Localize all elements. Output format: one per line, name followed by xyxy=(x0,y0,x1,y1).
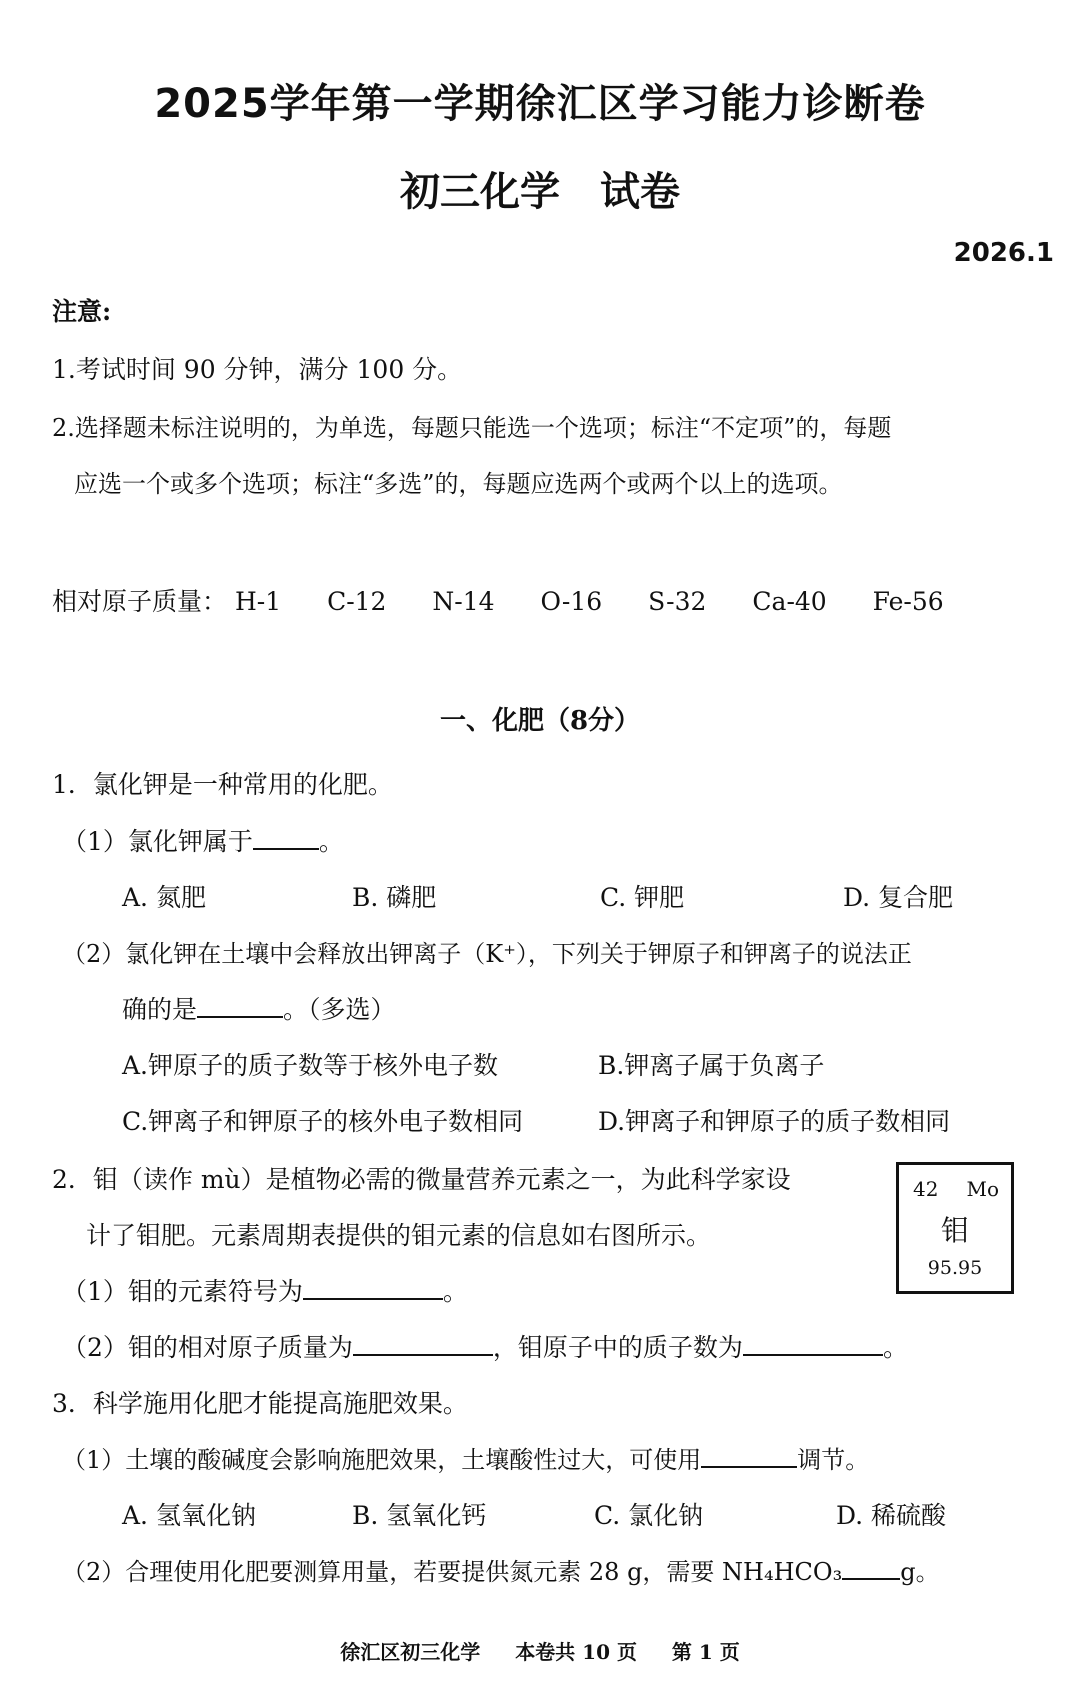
atomic-mass-item: S-32 xyxy=(648,587,707,616)
q2-part2-middle: ，钼原子中的质子数为 xyxy=(492,1333,743,1362)
q3-part2-text: （2）合理使用化肥要测算用量，若要提供氮元素 28 g，需要 NH₄HCO₃ xyxy=(62,1558,843,1586)
exam-title: 2025学年第一学期徐汇区学习能力诊断卷 xyxy=(154,81,926,127)
q1-part1-text: （1）氯化钾属于 xyxy=(62,827,253,856)
section-title: 一、化肥（8分） xyxy=(439,706,641,736)
atomic-mass-item: O-16 xyxy=(540,587,603,616)
q1-part1-option-c: C. 钾肥 xyxy=(600,883,685,912)
answer-blank[interactable] xyxy=(842,1556,900,1580)
footer-total-pages: 本卷共 10 页 xyxy=(515,1640,637,1664)
q1-part2-option-d: D.钾离子和钾原子的质子数相同 xyxy=(598,1107,951,1136)
atomic-mass-item: Fe-56 xyxy=(872,587,944,616)
element-atomic-number: 42 xyxy=(913,1177,939,1201)
q2-part1 xyxy=(62,1272,468,1308)
q3-part1-suffix: 调节。 xyxy=(797,1446,870,1474)
q1-part1-option-d: D. 复合肥 xyxy=(843,883,954,912)
atomic-mass-item: H-1 xyxy=(234,587,282,616)
answer-blank[interactable] xyxy=(197,994,283,1018)
q3-part1-text: （1）土壤的酸碱度会影响施肥效果，土壤酸性过大，可使用 xyxy=(62,1446,702,1474)
answer-blank[interactable] xyxy=(353,1332,493,1356)
atomic-mass-item: Ca-40 xyxy=(752,587,827,616)
notice-label: 注意: xyxy=(52,297,112,326)
q2-part2-text: （2）钼的相对原子质量为 xyxy=(62,1333,353,1362)
answer-blank[interactable] xyxy=(253,826,319,850)
q1-part2-option-b: B.钾离子属于负离子 xyxy=(598,1051,825,1080)
q1-part2-suffix: 。（多选） xyxy=(283,995,396,1024)
notice-item-2-line-2: 应选一个或多个选项；标注“多选”的，每题应选两个或两个以上的选项。 xyxy=(74,470,843,498)
q1-part1-option-b: B. 磷肥 xyxy=(352,883,437,912)
q2-part1-text: （1）钼的元素符号为 xyxy=(62,1277,303,1306)
answer-blank[interactable] xyxy=(701,1444,797,1468)
footer-page-number: 第 1 页 xyxy=(671,1640,740,1664)
exam-date: 2026.1 xyxy=(953,238,1054,268)
exam-subtitle: 初三化学 试卷 xyxy=(400,169,680,215)
element-atomic-mass: 95.95 xyxy=(927,1257,983,1279)
q3-part1-option-a: A. 氢氧化钠 xyxy=(122,1501,256,1530)
page-footer xyxy=(0,1636,1080,1665)
q3-part2-suffix: g。 xyxy=(900,1558,940,1586)
footer-subject: 徐汇区初三化学 xyxy=(340,1640,481,1664)
q1-part2-option-a: A.钾原子的质子数等于核外电子数 xyxy=(122,1051,499,1080)
q1-stem: 1．氯化钾是一种常用的化肥。 xyxy=(52,770,393,799)
atomic-mass-label: 相对原子质量： xyxy=(52,587,228,616)
q3-part1-option-c: C. 氯化钠 xyxy=(594,1501,704,1530)
q1-part2-line-1: （2）氯化钾在土壤中会释放出钾离子（K⁺），下列关于钾原子和钾离子的说法正 xyxy=(62,940,912,968)
element-symbol: Mo xyxy=(966,1177,999,1201)
q3-part1-option-b: B. 氢氧化钙 xyxy=(352,1501,487,1530)
q3-part1-option-d: D. 稀硫酸 xyxy=(836,1501,947,1530)
notice-item-1: 1.考试时间 90 分钟，满分 100 分。 xyxy=(52,355,463,384)
q2-part2-suffix: 。 xyxy=(882,1333,908,1362)
q2-part1-suffix: 。 xyxy=(442,1277,468,1306)
q1-part1-suffix: 。 xyxy=(318,827,344,856)
atomic-mass-item: C-12 xyxy=(327,587,387,616)
q1-part1-option-a: A. 氮肥 xyxy=(122,883,206,912)
q1-part1 xyxy=(62,822,344,858)
q1-part2-text: 确的是 xyxy=(122,995,198,1024)
q3-stem: 3．科学施用化肥才能提高施肥效果。 xyxy=(52,1389,468,1418)
element-name: 钼 xyxy=(940,1214,969,1247)
answer-blank[interactable] xyxy=(743,1332,883,1356)
q2-stem-line-1: 2．钼（读作 mù）是植物必需的微量营养元素之一，为此科学家设 xyxy=(52,1165,791,1194)
atomic-mass-row xyxy=(52,582,982,618)
q2-stem-line-2: 计了钼肥。元素周期表提供的钼元素的信息如右图所示。 xyxy=(86,1221,712,1250)
q3-part1 xyxy=(62,1440,869,1475)
notice-item-2-line-1: 2.选择题未标注说明的，为单选，每题只能选一个选项；标注“不定项”的，每题 xyxy=(52,414,892,442)
atomic-mass-item: N-14 xyxy=(432,587,495,616)
q2-part2 xyxy=(62,1328,908,1364)
element-card-mo xyxy=(896,1162,1014,1294)
q1-part2-option-c: C.钾离子和钾原子的核外电子数相同 xyxy=(122,1107,524,1136)
answer-blank[interactable] xyxy=(303,1276,443,1300)
q1-part2-line-2 xyxy=(122,990,396,1026)
q3-part2 xyxy=(62,1552,940,1587)
